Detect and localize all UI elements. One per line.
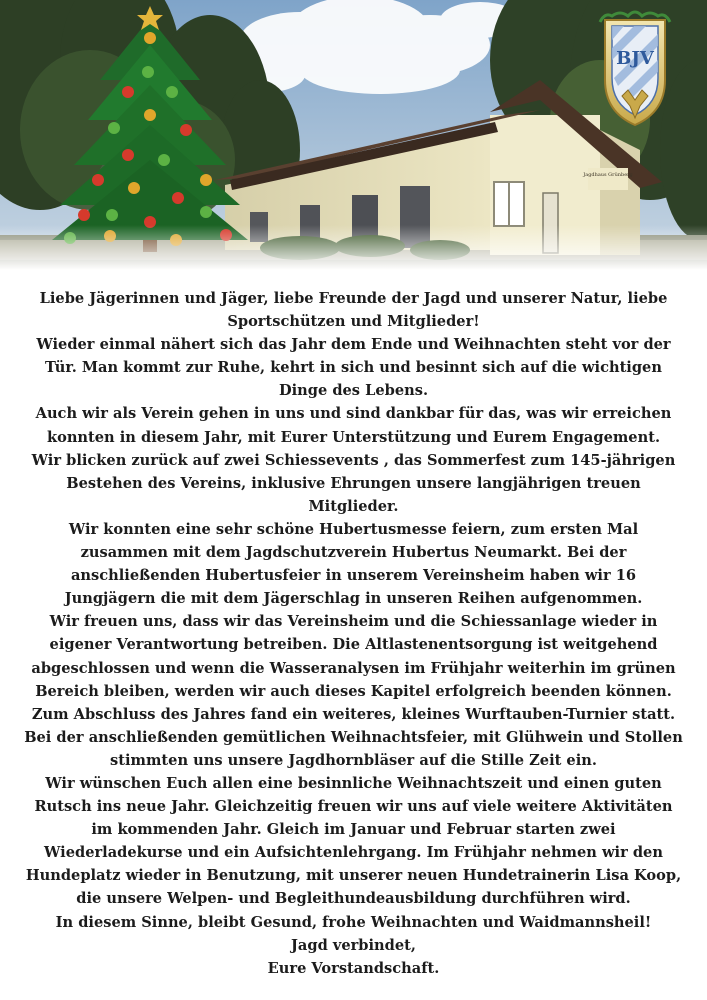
header-photo: [0, 0, 707, 270]
letter-paragraph: Wir blicken zurück auf zwei Schiessevents , das Sommerfest zum 145-jährigen Bestehen des Vereins, inklusive Ehrungen unsere langjährigen treuen Mitglieder.: [31, 451, 676, 515]
letter-paragraph: Wir konnten eine sehr schöne Hubertusmesse feiern, zum ersten Mal zusammen mit dem Jagdschutzverein Hubertus Neumarkt. Bei der anschließenden Hubertusfeier in unserem Vereinsheim haben wir 16 Jungjägern die mit dem Jägerschlag in unseren Reihen aufgenommen.: [64, 520, 643, 608]
house-sign-text: Jagdhaus Grünberg: [583, 172, 633, 178]
letter-paragraph: Wir freuen uns, dass wir das Vereinsheim und die Schiessanlage wieder in eigener Verantwortung betreiben. Die Altlastenentsorgung ist weitgehend abgeschlossen und wenn die Wasseranalysen im Frühjahr weiterhin im grünen Bereich bleiben, werden wir auch dieses Kapitel erfolgreich beenden können.: [31, 613, 676, 700]
letter-signoff: Jagd verbindet,: [291, 936, 416, 954]
letter-body: [24, 287, 683, 980]
crest-letters: BJV: [616, 48, 654, 69]
letter-paragraph: Zum Abschluss des Jahres fand ein weiteres, kleines Wurftauben-Turnier statt. Bei der anschließenden gemütlichen Weihnachtsfeier, mit Glühwein und Stollen stimmten uns unsere Jagdhornbläser auf die Stille Zeit ein.: [24, 705, 683, 769]
letter-paragraph: Liebe Jägerinnen und Jäger, liebe Freunde der Jagd und unserer Natur, liebe Sportschützen und Mitglieder!: [39, 290, 668, 331]
letter-signature: Eure Vorstandschaft.: [267, 959, 440, 977]
letter-paragraph: Auch wir als Verein gehen in uns und sind dankbar für das, was wir erreichen konnten in diesem Jahr, mit Eurer Unterstützung und Eurem Engagement.: [35, 405, 672, 446]
letter-paragraph: Wir wünschen Euch allen eine besinnliche Weihnachtszeit und einen guten Rutsch ins neue Jahr. Gleichzeitig freuen wir uns auf viele weitere Aktivitäten im kommenden Jahr. Gleich im Januar und Februar starten zwei Wiederladekurse und ein Aufsichtenlehrgang. Im Frühjahr nehmen wir den Hundeplatz wieder in Benutzung, mit unserer neuen Hundetrainerin Lisa Koop, die unsere Welpen- und Begleithundeausbildung durchführen wird.: [25, 774, 682, 908]
house-sign: [582, 168, 633, 190]
clubhouse-photo: [0, 0, 707, 270]
letter-paragraph: Wieder einmal nähert sich das Jahr dem Ende und Weihnachten steht vor der Tür. Man kommt zur Ruhe, kehrt in sich und besinnt sich auf die wichtigen Dinge des Lebens.: [36, 336, 671, 400]
letter-closing: In diesem Sinne, bleibt Gesund, frohe Weihnachten und Waidmannsheil!: [55, 913, 652, 931]
